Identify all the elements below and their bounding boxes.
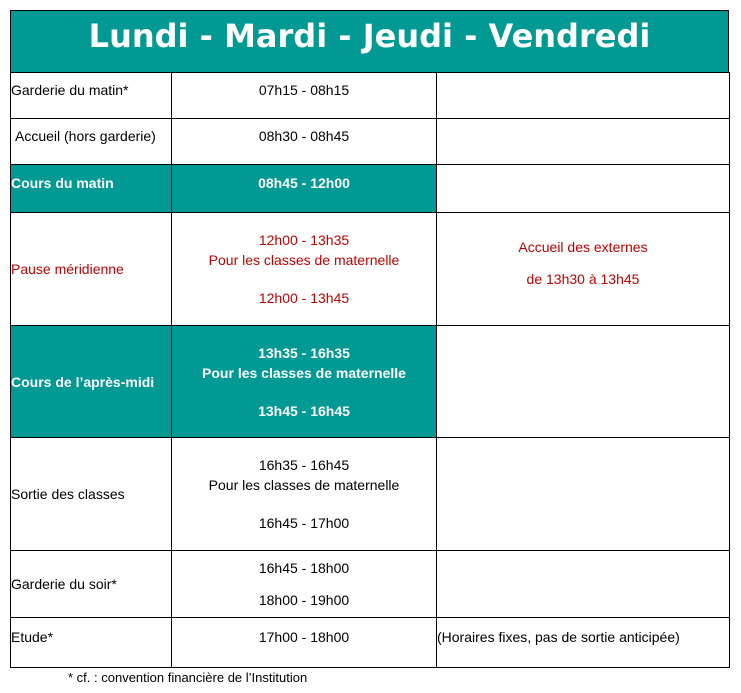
row-time: 07h15 - 08h15 xyxy=(172,73,437,119)
row-label: Pause méridienne xyxy=(11,213,172,326)
row-time-cell xyxy=(172,551,437,618)
time-general: 12h00 - 13h45 xyxy=(258,290,350,306)
row-time: 17h00 - 18h00 xyxy=(172,618,437,668)
row-time: 08h30 - 08h45 xyxy=(172,119,437,165)
row-label: Accueil (hors garderie) xyxy=(11,119,172,165)
row-time-cell xyxy=(172,438,437,551)
schedule-table xyxy=(10,72,730,668)
time-maternelle-caption: Pour les classes de maternelle xyxy=(208,477,400,493)
table-row xyxy=(11,73,730,119)
table-row xyxy=(11,551,730,618)
row-label: Garderie du matin* xyxy=(11,73,172,119)
row-label: Garderie du soir* xyxy=(11,551,172,618)
table-row xyxy=(11,119,730,165)
table-row xyxy=(11,213,730,326)
note-line-2: de 13h30 à 13h45 xyxy=(526,271,640,287)
time-maternelle-caption: Pour les classes de maternelle xyxy=(202,364,406,381)
row-note xyxy=(437,119,730,165)
time-slot-2: 18h00 - 19h00 xyxy=(258,592,350,608)
row-label: Cours de l’après-midi xyxy=(11,326,172,438)
table-row xyxy=(11,165,730,213)
row-note: (Horaires fixes, pas de sortie anticipée) xyxy=(437,618,730,668)
note-line-1: Accueil des externes xyxy=(518,239,648,255)
time-maternelle: 12h00 - 13h35 xyxy=(258,232,350,248)
time-maternelle: 16h35 - 16h45 xyxy=(258,457,350,473)
row-label: Cours du matin xyxy=(11,165,172,213)
row-note xyxy=(437,438,730,551)
table-row xyxy=(11,326,730,438)
row-time: 08h45 - 12h00 xyxy=(172,165,437,213)
row-note xyxy=(437,326,730,438)
table-row xyxy=(11,438,730,551)
table-row xyxy=(11,618,730,668)
time-maternelle-caption: Pour les classes de maternelle xyxy=(208,252,400,268)
time-general: 13h45 - 16h45 xyxy=(258,402,350,419)
row-label: Sortie des classes xyxy=(11,438,172,551)
time-general: 16h45 - 17h00 xyxy=(258,515,350,531)
time-slot-1: 16h45 - 18h00 xyxy=(258,560,350,576)
page-title: Lundi - Mardi - Jeudi - Vendredi xyxy=(10,10,729,73)
row-label: Etude* xyxy=(11,618,172,668)
row-note xyxy=(437,73,730,119)
row-note xyxy=(437,165,730,213)
row-note-cell xyxy=(437,213,730,326)
row-note xyxy=(437,551,730,618)
row-time-cell xyxy=(172,326,437,438)
row-time-cell xyxy=(172,213,437,326)
time-maternelle: 13h35 - 16h35 xyxy=(258,344,350,361)
footnote: * cf. : convention financière de l’Institution xyxy=(68,670,308,685)
